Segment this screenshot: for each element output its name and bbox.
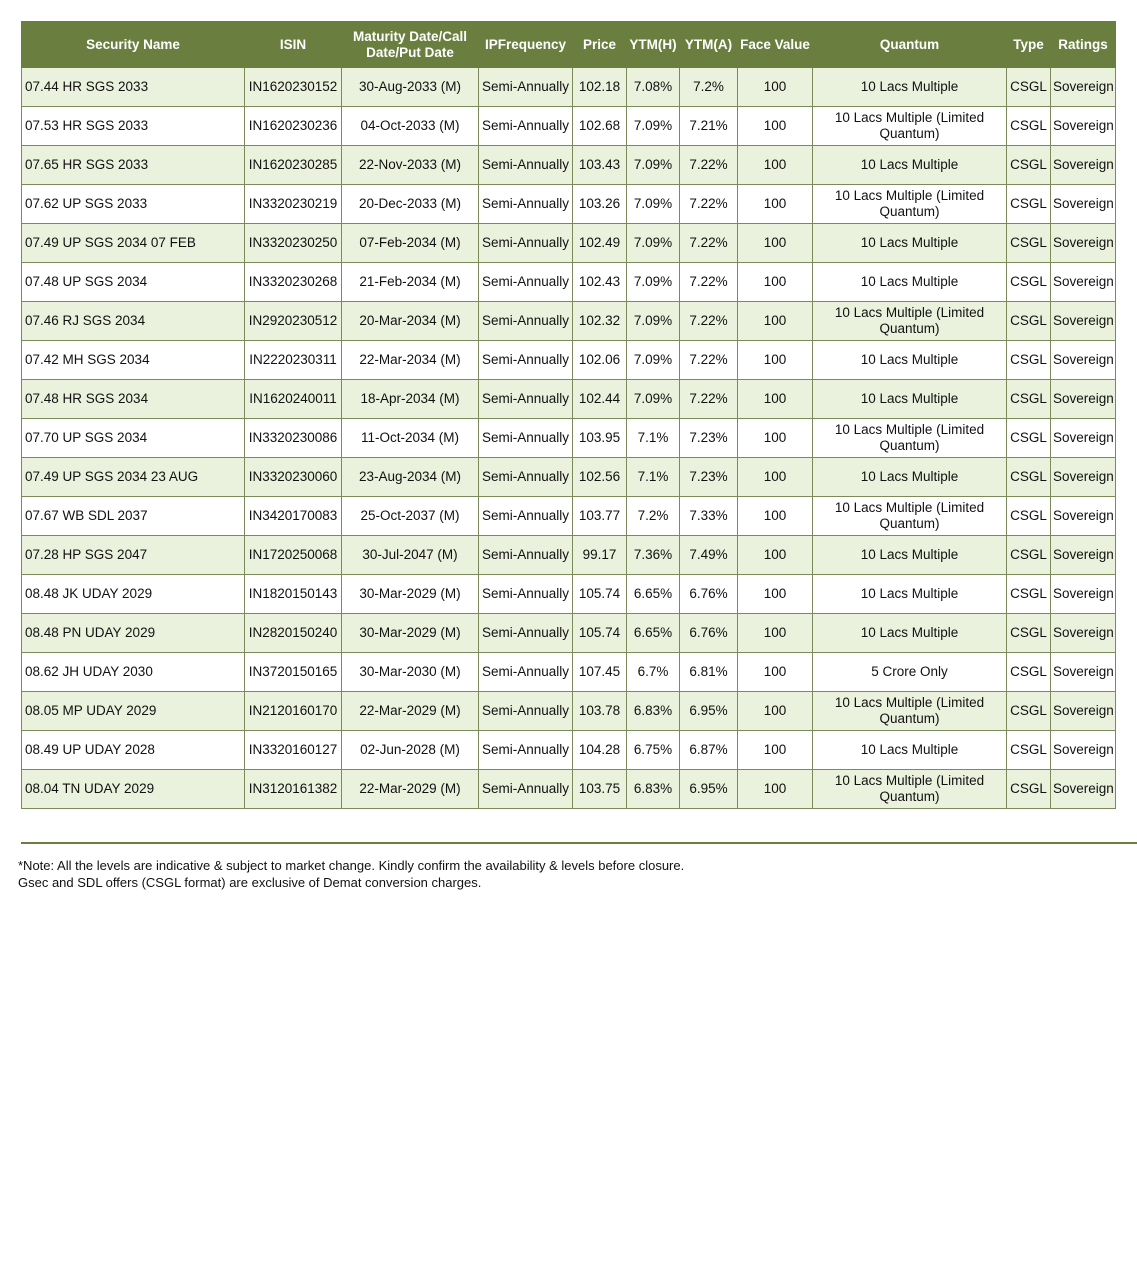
cell-security-name: 07.62 UP SGS 2033 [22, 185, 245, 224]
header-security-name: Security Name [22, 22, 245, 68]
cell-face-value: 100 [738, 614, 813, 653]
cell-ytm-h: 7.09% [627, 185, 680, 224]
bond-offer-table [21, 21, 1116, 809]
cell-quantum: 10 Lacs Multiple (Limited Quantum) [813, 497, 1007, 536]
cell-ytm-a: 7.22% [680, 263, 738, 302]
cell-isin: IN1620230152 [245, 68, 342, 107]
table-row [22, 692, 1116, 731]
cell-quantum: 10 Lacs Multiple (Limited Quantum) [813, 185, 1007, 224]
cell-maturity-date: 22-Nov-2033 (M) [342, 146, 479, 185]
cell-type: CSGL [1007, 263, 1051, 302]
cell-ratings: Sovereign [1051, 341, 1116, 380]
cell-quantum: 10 Lacs Multiple (Limited Quantum) [813, 692, 1007, 731]
cell-ip-frequency: Semi-Annually [479, 731, 573, 770]
cell-price: 104.28 [573, 731, 627, 770]
cell-ytm-a: 7.23% [680, 458, 738, 497]
header-ytm-h: YTM(H) [627, 22, 680, 68]
table-row [22, 614, 1116, 653]
cell-type: CSGL [1007, 107, 1051, 146]
cell-ytm-h: 7.09% [627, 263, 680, 302]
footer-divider [21, 842, 1137, 844]
table-row [22, 731, 1116, 770]
cell-security-name: 08.62 JH UDAY 2030 [22, 653, 245, 692]
cell-ratings: Sovereign [1051, 653, 1116, 692]
cell-price: 102.43 [573, 263, 627, 302]
cell-quantum: 10 Lacs Multiple [813, 224, 1007, 263]
cell-price: 107.45 [573, 653, 627, 692]
cell-isin: IN3320160127 [245, 731, 342, 770]
cell-ytm-a: 7.22% [680, 224, 738, 263]
cell-maturity-date: 02-Jun-2028 (M) [342, 731, 479, 770]
cell-security-name: 08.48 JK UDAY 2029 [22, 575, 245, 614]
cell-isin: IN2220230311 [245, 341, 342, 380]
cell-isin: IN3420170083 [245, 497, 342, 536]
cell-face-value: 100 [738, 692, 813, 731]
cell-ip-frequency: Semi-Annually [479, 302, 573, 341]
cell-ytm-h: 6.65% [627, 614, 680, 653]
cell-ratings: Sovereign [1051, 302, 1116, 341]
cell-ytm-a: 7.22% [680, 146, 738, 185]
cell-ip-frequency: Semi-Annually [479, 146, 573, 185]
cell-price: 102.18 [573, 68, 627, 107]
cell-maturity-date: 20-Dec-2033 (M) [342, 185, 479, 224]
cell-maturity-date: 07-Feb-2034 (M) [342, 224, 479, 263]
cell-price: 102.32 [573, 302, 627, 341]
cell-ip-frequency: Semi-Annually [479, 458, 573, 497]
cell-ytm-h: 7.1% [627, 458, 680, 497]
cell-maturity-date: 21-Feb-2034 (M) [342, 263, 479, 302]
cell-type: CSGL [1007, 575, 1051, 614]
cell-security-name: 07.49 UP SGS 2034 07 FEB [22, 224, 245, 263]
cell-ip-frequency: Semi-Annually [479, 419, 573, 458]
table-row [22, 380, 1116, 419]
cell-ytm-h: 7.09% [627, 341, 680, 380]
cell-ytm-h: 6.83% [627, 692, 680, 731]
cell-ratings: Sovereign [1051, 575, 1116, 614]
cell-type: CSGL [1007, 731, 1051, 770]
cell-ytm-h: 7.09% [627, 224, 680, 263]
cell-quantum: 10 Lacs Multiple (Limited Quantum) [813, 419, 1007, 458]
cell-face-value: 100 [738, 731, 813, 770]
cell-ratings: Sovereign [1051, 497, 1116, 536]
table-row [22, 224, 1116, 263]
table-row [22, 575, 1116, 614]
cell-face-value: 100 [738, 653, 813, 692]
cell-ip-frequency: Semi-Annually [479, 224, 573, 263]
cell-ytm-a: 6.76% [680, 614, 738, 653]
cell-ip-frequency: Semi-Annually [479, 380, 573, 419]
table-row [22, 419, 1116, 458]
cell-isin: IN1620240011 [245, 380, 342, 419]
cell-ratings: Sovereign [1051, 536, 1116, 575]
note-line-1: *Note: All the levels are indicative & subject to market change. Kindly confirm the availability & levels before closure. [18, 858, 685, 873]
cell-isin: IN3320230219 [245, 185, 342, 224]
table-row [22, 68, 1116, 107]
cell-maturity-date: 30-Mar-2030 (M) [342, 653, 479, 692]
cell-ytm-h: 7.09% [627, 302, 680, 341]
cell-ytm-a: 7.21% [680, 107, 738, 146]
header-quantum: Quantum [813, 22, 1007, 68]
cell-ytm-a: 7.49% [680, 536, 738, 575]
cell-quantum: 10 Lacs Multiple [813, 731, 1007, 770]
cell-ratings: Sovereign [1051, 731, 1116, 770]
cell-quantum: 10 Lacs Multiple (Limited Quantum) [813, 302, 1007, 341]
cell-quantum: 10 Lacs Multiple (Limited Quantum) [813, 770, 1007, 809]
cell-price: 103.75 [573, 770, 627, 809]
cell-face-value: 100 [738, 107, 813, 146]
table-row [22, 263, 1116, 302]
cell-isin: IN1720250068 [245, 536, 342, 575]
cell-isin: IN3120161382 [245, 770, 342, 809]
table-row [22, 107, 1116, 146]
cell-ip-frequency: Semi-Annually [479, 107, 573, 146]
cell-type: CSGL [1007, 536, 1051, 575]
cell-security-name: 07.53 HR SGS 2033 [22, 107, 245, 146]
cell-face-value: 100 [738, 302, 813, 341]
cell-maturity-date: 23-Aug-2034 (M) [342, 458, 479, 497]
cell-face-value: 100 [738, 497, 813, 536]
cell-security-name: 07.46 RJ SGS 2034 [22, 302, 245, 341]
cell-quantum: 10 Lacs Multiple [813, 146, 1007, 185]
cell-type: CSGL [1007, 692, 1051, 731]
cell-maturity-date: 22-Mar-2029 (M) [342, 770, 479, 809]
cell-quantum: 5 Crore Only [813, 653, 1007, 692]
cell-isin: IN1820150143 [245, 575, 342, 614]
cell-type: CSGL [1007, 770, 1051, 809]
cell-price: 102.49 [573, 224, 627, 263]
cell-quantum: 10 Lacs Multiple [813, 614, 1007, 653]
cell-price: 103.77 [573, 497, 627, 536]
cell-face-value: 100 [738, 263, 813, 302]
table-row [22, 458, 1116, 497]
cell-ip-frequency: Semi-Annually [479, 68, 573, 107]
cell-ytm-h: 7.36% [627, 536, 680, 575]
disclaimer-note [18, 857, 684, 891]
cell-face-value: 100 [738, 458, 813, 497]
cell-isin: IN3320230250 [245, 224, 342, 263]
cell-isin: IN1620230285 [245, 146, 342, 185]
cell-ytm-a: 7.22% [680, 341, 738, 380]
cell-ytm-h: 7.09% [627, 146, 680, 185]
cell-ip-frequency: Semi-Annually [479, 614, 573, 653]
cell-type: CSGL [1007, 653, 1051, 692]
cell-ip-frequency: Semi-Annually [479, 575, 573, 614]
table-body [22, 68, 1116, 809]
header-face-value: Face Value [738, 22, 813, 68]
cell-face-value: 100 [738, 536, 813, 575]
cell-ytm-h: 6.83% [627, 770, 680, 809]
cell-ip-frequency: Semi-Annually [479, 770, 573, 809]
table-row [22, 302, 1116, 341]
cell-price: 105.74 [573, 575, 627, 614]
cell-ratings: Sovereign [1051, 185, 1116, 224]
cell-maturity-date: 18-Apr-2034 (M) [342, 380, 479, 419]
header-ip-frequency: IPFrequency [479, 22, 573, 68]
cell-maturity-date: 30-Mar-2029 (M) [342, 614, 479, 653]
table-header-row [22, 22, 1116, 68]
cell-quantum: 10 Lacs Multiple (Limited Quantum) [813, 107, 1007, 146]
cell-ratings: Sovereign [1051, 68, 1116, 107]
cell-type: CSGL [1007, 380, 1051, 419]
cell-price: 102.56 [573, 458, 627, 497]
cell-quantum: 10 Lacs Multiple [813, 380, 1007, 419]
cell-price: 102.44 [573, 380, 627, 419]
cell-ip-frequency: Semi-Annually [479, 497, 573, 536]
cell-security-name: 07.42 MH SGS 2034 [22, 341, 245, 380]
cell-quantum: 10 Lacs Multiple [813, 263, 1007, 302]
cell-ratings: Sovereign [1051, 419, 1116, 458]
cell-security-name: 08.05 MP UDAY 2029 [22, 692, 245, 731]
cell-ratings: Sovereign [1051, 146, 1116, 185]
cell-face-value: 100 [738, 341, 813, 380]
cell-ratings: Sovereign [1051, 614, 1116, 653]
cell-isin: IN2120160170 [245, 692, 342, 731]
cell-maturity-date: 30-Aug-2033 (M) [342, 68, 479, 107]
cell-maturity-date: 30-Jul-2047 (M) [342, 536, 479, 575]
cell-face-value: 100 [738, 68, 813, 107]
cell-face-value: 100 [738, 419, 813, 458]
cell-ytm-h: 7.08% [627, 68, 680, 107]
cell-price: 102.68 [573, 107, 627, 146]
cell-price: 105.74 [573, 614, 627, 653]
cell-type: CSGL [1007, 224, 1051, 263]
cell-isin: IN3320230268 [245, 263, 342, 302]
cell-type: CSGL [1007, 419, 1051, 458]
header-price: Price [573, 22, 627, 68]
cell-ytm-a: 6.81% [680, 653, 738, 692]
cell-ytm-a: 7.33% [680, 497, 738, 536]
cell-security-name: 08.49 UP UDAY 2028 [22, 731, 245, 770]
table-row [22, 536, 1116, 575]
cell-ip-frequency: Semi-Annually [479, 263, 573, 302]
cell-type: CSGL [1007, 185, 1051, 224]
table-row [22, 146, 1116, 185]
header-type: Type [1007, 22, 1051, 68]
table-row [22, 341, 1116, 380]
table-row [22, 185, 1116, 224]
cell-ratings: Sovereign [1051, 224, 1116, 263]
cell-type: CSGL [1007, 68, 1051, 107]
cell-maturity-date: 04-Oct-2033 (M) [342, 107, 479, 146]
cell-type: CSGL [1007, 614, 1051, 653]
header-maturity-date: Maturity Date/Call Date/Put Date [342, 22, 479, 68]
cell-price: 103.78 [573, 692, 627, 731]
cell-ip-frequency: Semi-Annually [479, 692, 573, 731]
cell-ytm-a: 6.95% [680, 770, 738, 809]
cell-ytm-a: 6.76% [680, 575, 738, 614]
cell-ytm-a: 7.22% [680, 185, 738, 224]
cell-isin: IN3720150165 [245, 653, 342, 692]
cell-ip-frequency: Semi-Annually [479, 185, 573, 224]
table-row [22, 653, 1116, 692]
cell-face-value: 100 [738, 575, 813, 614]
cell-security-name: 07.67 WB SDL 2037 [22, 497, 245, 536]
cell-security-name: 08.04 TN UDAY 2029 [22, 770, 245, 809]
cell-face-value: 100 [738, 185, 813, 224]
cell-quantum: 10 Lacs Multiple [813, 68, 1007, 107]
cell-security-name: 07.65 HR SGS 2033 [22, 146, 245, 185]
cell-ytm-h: 7.2% [627, 497, 680, 536]
cell-ytm-h: 6.75% [627, 731, 680, 770]
cell-ip-frequency: Semi-Annually [479, 536, 573, 575]
cell-face-value: 100 [738, 770, 813, 809]
cell-face-value: 100 [738, 380, 813, 419]
cell-price: 103.43 [573, 146, 627, 185]
header-ytm-a: YTM(A) [680, 22, 738, 68]
table-row [22, 497, 1116, 536]
cell-security-name: 07.49 UP SGS 2034 23 AUG [22, 458, 245, 497]
cell-ratings: Sovereign [1051, 107, 1116, 146]
cell-maturity-date: 22-Mar-2029 (M) [342, 692, 479, 731]
cell-quantum: 10 Lacs Multiple [813, 536, 1007, 575]
cell-security-name: 08.48 PN UDAY 2029 [22, 614, 245, 653]
cell-maturity-date: 25-Oct-2037 (M) [342, 497, 479, 536]
cell-maturity-date: 22-Mar-2034 (M) [342, 341, 479, 380]
cell-ip-frequency: Semi-Annually [479, 341, 573, 380]
cell-maturity-date: 11-Oct-2034 (M) [342, 419, 479, 458]
cell-maturity-date: 30-Mar-2029 (M) [342, 575, 479, 614]
cell-quantum: 10 Lacs Multiple [813, 458, 1007, 497]
cell-ratings: Sovereign [1051, 692, 1116, 731]
cell-ytm-h: 7.09% [627, 107, 680, 146]
header-ratings: Ratings [1051, 22, 1116, 68]
cell-face-value: 100 [738, 146, 813, 185]
cell-price: 102.06 [573, 341, 627, 380]
cell-type: CSGL [1007, 497, 1051, 536]
cell-ratings: Sovereign [1051, 458, 1116, 497]
cell-ytm-a: 7.22% [680, 302, 738, 341]
cell-security-name: 07.44 HR SGS 2033 [22, 68, 245, 107]
header-isin: ISIN [245, 22, 342, 68]
note-line-2: Gsec and SDL offers (CSGL format) are exclusive of Demat conversion charges. [18, 875, 482, 890]
cell-price: 103.95 [573, 419, 627, 458]
cell-maturity-date: 20-Mar-2034 (M) [342, 302, 479, 341]
cell-isin: IN2820150240 [245, 614, 342, 653]
cell-ytm-h: 7.09% [627, 380, 680, 419]
cell-ip-frequency: Semi-Annually [479, 653, 573, 692]
cell-type: CSGL [1007, 146, 1051, 185]
cell-type: CSGL [1007, 341, 1051, 380]
cell-ratings: Sovereign [1051, 770, 1116, 809]
cell-type: CSGL [1007, 302, 1051, 341]
cell-security-name: 07.70 UP SGS 2034 [22, 419, 245, 458]
cell-security-name: 07.28 HP SGS 2047 [22, 536, 245, 575]
cell-ytm-h: 6.7% [627, 653, 680, 692]
cell-quantum: 10 Lacs Multiple [813, 575, 1007, 614]
table-row [22, 770, 1116, 809]
cell-ytm-h: 6.65% [627, 575, 680, 614]
cell-ratings: Sovereign [1051, 380, 1116, 419]
cell-ytm-h: 7.1% [627, 419, 680, 458]
cell-ytm-a: 7.23% [680, 419, 738, 458]
cell-security-name: 07.48 HR SGS 2034 [22, 380, 245, 419]
cell-isin: IN2920230512 [245, 302, 342, 341]
cell-security-name: 07.48 UP SGS 2034 [22, 263, 245, 302]
cell-ytm-a: 7.22% [680, 380, 738, 419]
cell-quantum: 10 Lacs Multiple [813, 341, 1007, 380]
cell-isin: IN3320230086 [245, 419, 342, 458]
cell-ytm-a: 6.95% [680, 692, 738, 731]
cell-isin: IN1620230236 [245, 107, 342, 146]
cell-type: CSGL [1007, 458, 1051, 497]
cell-ratings: Sovereign [1051, 263, 1116, 302]
cell-isin: IN3320230060 [245, 458, 342, 497]
cell-ytm-a: 6.87% [680, 731, 738, 770]
cell-ytm-a: 7.2% [680, 68, 738, 107]
cell-price: 99.17 [573, 536, 627, 575]
cell-face-value: 100 [738, 224, 813, 263]
cell-price: 103.26 [573, 185, 627, 224]
